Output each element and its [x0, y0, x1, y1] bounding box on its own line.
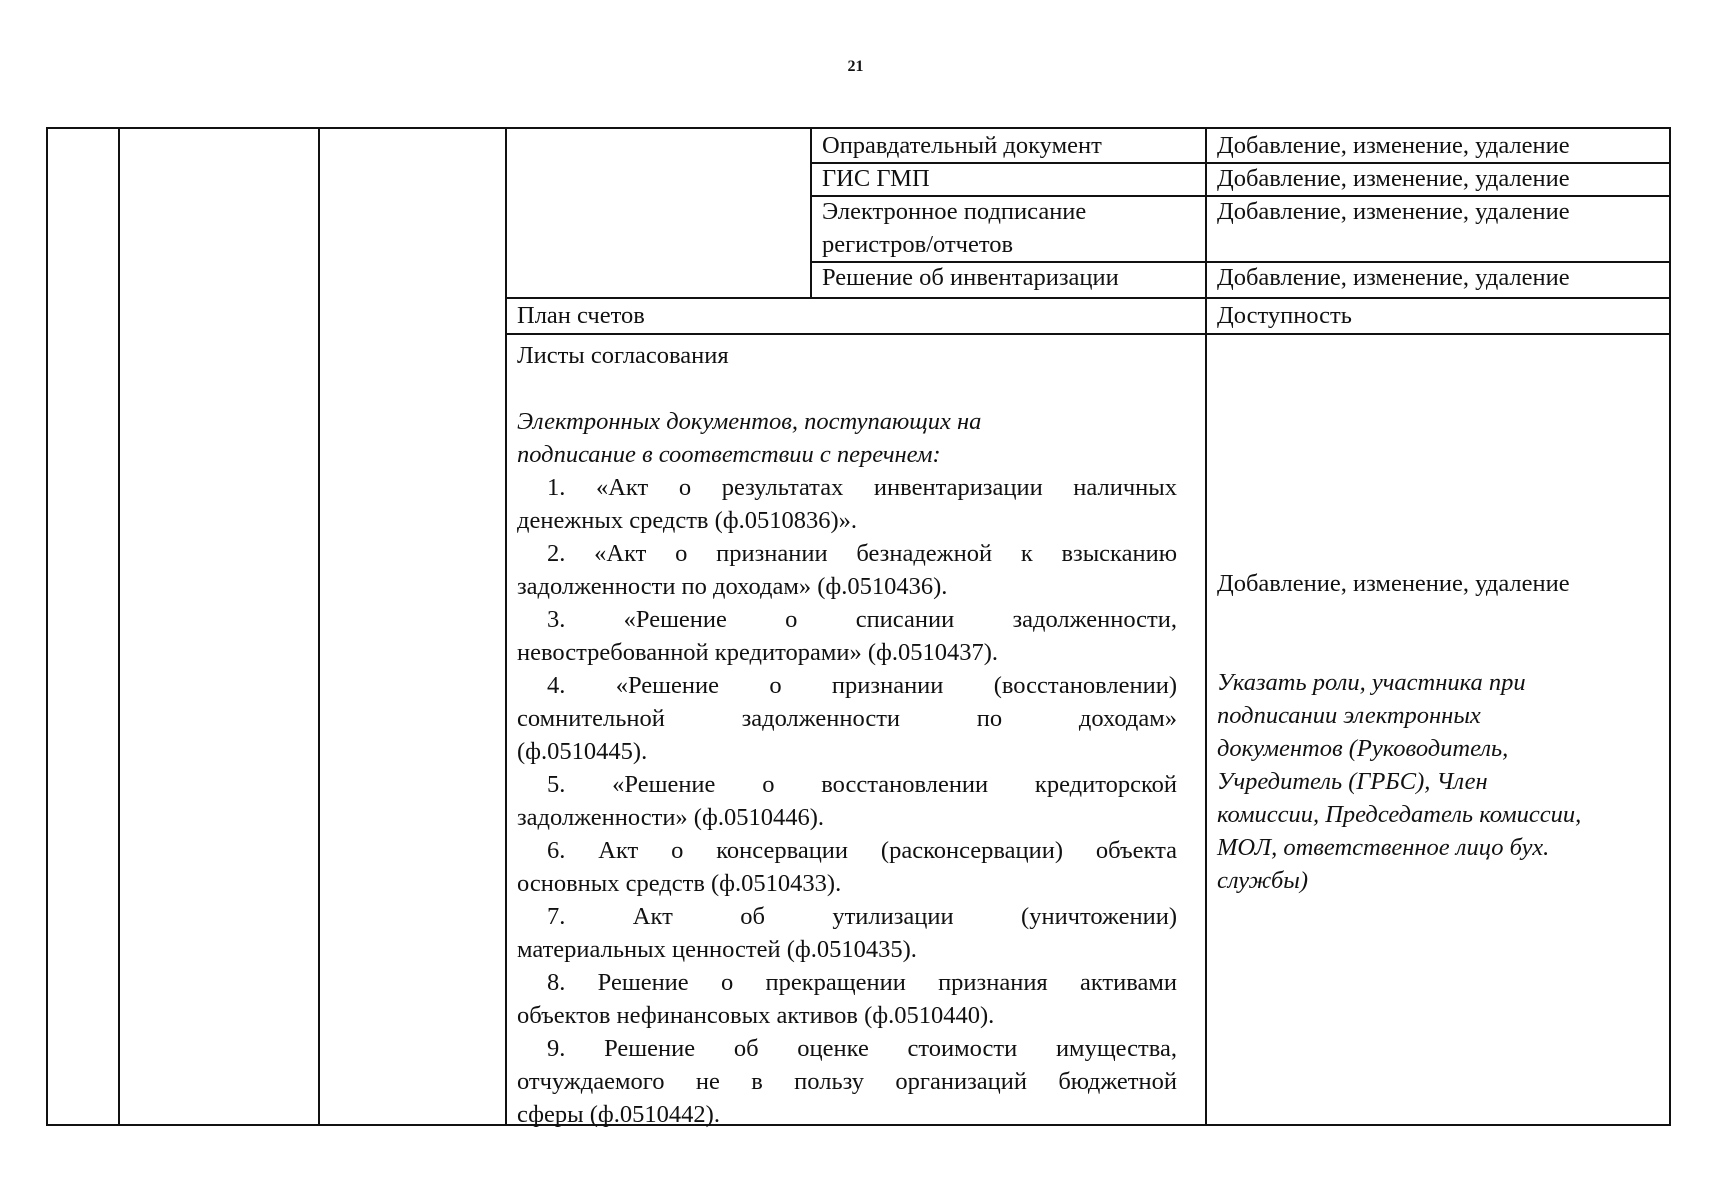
approval-item-9-line3: сферы (ф.0510442).: [517, 1101, 720, 1128]
row-name-gis-gmp: ГИС ГМП: [822, 165, 930, 192]
column-divider-1: [118, 129, 120, 1124]
approval-item-7-line2: материальных ценностей (ф.0510435).: [517, 936, 917, 963]
page-number: 21: [847, 58, 864, 75]
approval-item-4-line1: 4. «Решение о признании (восстановлении): [547, 672, 1177, 699]
table-border-right: [1669, 129, 1671, 1124]
approval-sheets-cell: [507, 339, 1187, 1131]
table-border-left: [46, 129, 48, 1124]
approval-item-3-line1: 3. «Решение о списании задолженности,: [547, 606, 1177, 633]
approval-item-4-line2: сомнительной задолженности по доходам»: [517, 705, 1177, 732]
approval-item-7-line1: 7. Акт об утилизации (уничтожении): [547, 903, 1177, 930]
approval-item-6-line2: основных средств (ф.0510433).: [517, 870, 842, 897]
approval-item-3-line2: невостребованной кредиторами» (ф.0510437).: [517, 639, 999, 666]
row-access-approval-sheets: Добавление, изменение, удаление: [1217, 570, 1570, 597]
row-access-justification-document: Добавление, изменение, удаление: [1217, 132, 1570, 159]
approval-item-4-line3: (ф.0510445).: [517, 738, 648, 765]
row-name-electronic-signing-line2: регистров/отчетов: [822, 231, 1014, 258]
approval-roles-note: [1207, 666, 1581, 897]
approval-item-5-line1: 5. «Решение о восстановлении кредиторской: [547, 771, 1177, 798]
approval-roles-note-line2: подписании электронных: [1217, 702, 1481, 729]
row-name-chart-of-accounts: План счетов: [517, 302, 645, 329]
approval-item-9-line2: отчуждаемого не в пользу организаций бюджетной: [517, 1068, 1177, 1095]
column-divider-2: [318, 129, 320, 1124]
approval-sheets-intro-line2: подписание в соответствии с перечнем:: [517, 441, 941, 468]
row-access-gis-gmp: Добавление, изменение, удаление: [1217, 165, 1570, 192]
approval-item-1: [517, 471, 1177, 537]
approval-roles-note-line4: Учредитель (ГРБС), Член: [1217, 768, 1488, 795]
approval-roles-note-line6: МОЛ, ответственное лицо бух.: [1217, 834, 1550, 861]
row-divider-5: [505, 333, 1671, 335]
row-access-chart-of-accounts: Доступность: [1217, 302, 1352, 329]
row-name-electronic-signing-line1: Электронное подписание: [822, 198, 1087, 225]
row-access-inventory-decision: Добавление, изменение, удаление: [1217, 264, 1570, 291]
approval-roles-note-line7: службы): [1217, 867, 1309, 894]
approval-item-9-line1: 9. Решение об оценке стоимости имущества,: [547, 1035, 1177, 1062]
approval-item-2-line1: 2. «Акт о признании безнадежной к взысканию: [547, 540, 1177, 567]
approval-item-3: [517, 603, 1177, 669]
row-name-justification-document: Оправдательный документ: [822, 132, 1102, 159]
approval-item-2: [517, 537, 1177, 603]
approval-sheets-intro-line1: Электронных документов, поступающих на: [517, 408, 982, 435]
approval-roles-note-line1: Указать роли, участника при: [1217, 669, 1526, 696]
approval-item-6-line1: 6. Акт о консервации (расконсервации) объекта: [547, 837, 1177, 864]
approval-item-7: [517, 900, 1177, 966]
approval-item-5: [517, 768, 1177, 834]
approval-item-5-line2: задолженности» (ф.0510446).: [517, 804, 824, 831]
approval-item-1-line1: 1. «Акт о результатах инвентаризации наличных: [547, 474, 1177, 501]
approval-item-4: [517, 669, 1177, 768]
approval-item-9: [517, 1032, 1177, 1131]
approval-roles-note-line3: документов (Руководитель,: [1217, 735, 1509, 762]
approval-item-6: [517, 834, 1177, 900]
approval-item-8-line2: объектов нефинансовых активов (ф.0510440).: [517, 1002, 995, 1029]
row-access-electronic-signing: Добавление, изменение, удаление: [1217, 198, 1570, 225]
row-name-electronic-signing: [812, 195, 1086, 261]
approval-item-2-line2: задолженности по доходам» (ф.0510436).: [517, 573, 948, 600]
approval-item-8-line1: 8. Решение о прекращении признания активами: [547, 969, 1177, 996]
approval-item-1-line2: денежных средств (ф.0510836)».: [517, 507, 858, 534]
approval-roles-note-line5: комиссии, Председатель комиссии,: [1217, 801, 1582, 828]
access-rights-table: [46, 127, 1671, 1126]
row-name-inventory-decision: Решение об инвентаризации: [822, 264, 1119, 291]
approval-item-8: [517, 966, 1177, 1032]
row-divider-4: [505, 297, 1671, 299]
approval-sheets-title: Листы согласования: [517, 342, 729, 369]
